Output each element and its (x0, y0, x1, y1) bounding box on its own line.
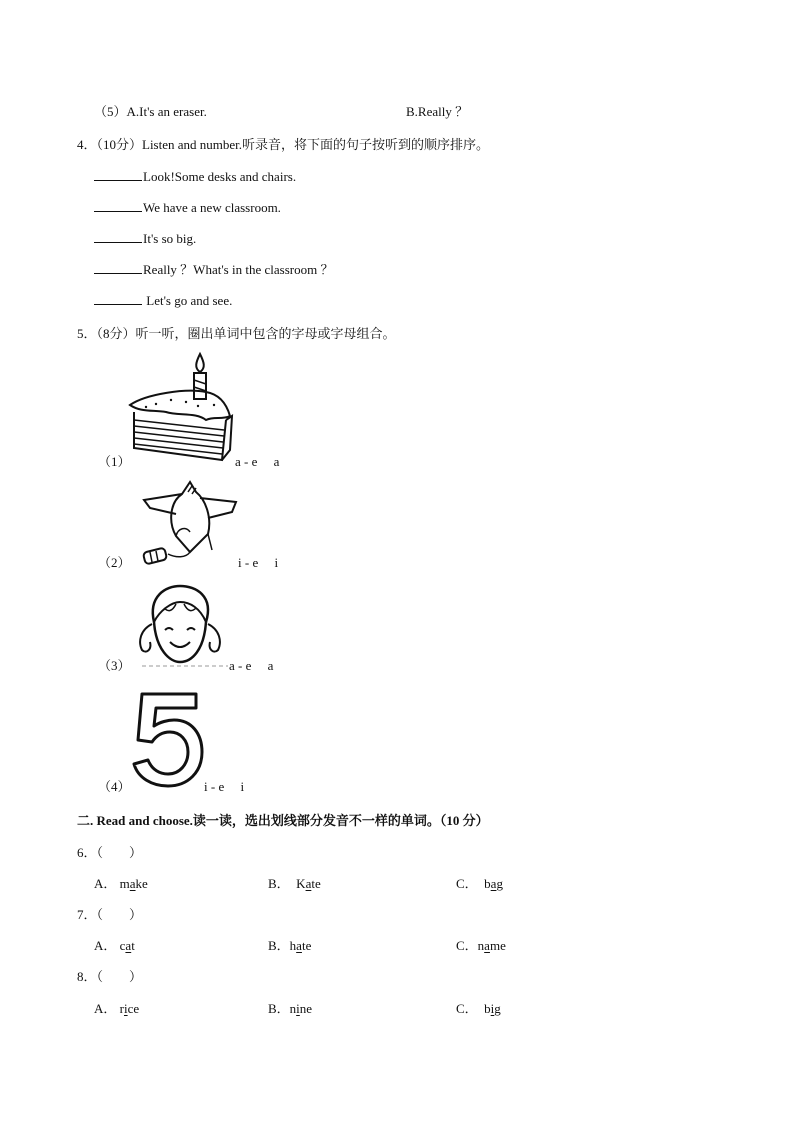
q5-item1-choices[interactable]: a - e a (235, 454, 280, 469)
word-part: K (296, 876, 306, 891)
word-part: h (289, 938, 297, 953)
word-part: ce (127, 1001, 140, 1016)
q5-item2-choices[interactable]: i - e i (238, 555, 279, 570)
option-a: A.It's an eraser. (126, 104, 207, 119)
q7-option-b[interactable] (268, 938, 311, 954)
q6-option-a[interactable] (94, 876, 148, 892)
q6-option-b[interactable] (268, 876, 321, 892)
answer-blank[interactable] (94, 262, 142, 274)
word-part: te (311, 876, 321, 891)
word-part: me (489, 938, 506, 953)
option-label: B． (268, 938, 290, 953)
sentence: Really ？What's in the classroom ？ (143, 262, 334, 277)
underlined-letter: i (490, 1001, 495, 1016)
underlined-letter: a (129, 876, 136, 891)
q5-item4-choices[interactable]: i - e i (204, 779, 245, 794)
underlined-letter: i (123, 1001, 128, 1016)
q7-stem[interactable]: 7．（ ） (77, 907, 143, 922)
section-2-title: 二. Read and choose.读一读，选出划线部分发音不一样的单词。（10 分） (77, 813, 489, 828)
word-part: b (484, 876, 491, 891)
option-label: B． (268, 1001, 290, 1016)
answer-blank[interactable] (94, 293, 142, 305)
word-part: n (289, 1001, 297, 1016)
word-part: ne (299, 1001, 313, 1016)
underlined-letter: a (484, 938, 490, 953)
q4-line-5 (94, 293, 232, 309)
q7-option-c[interactable] (456, 938, 506, 954)
q4-line-1 (94, 169, 296, 185)
sentence: Look!Some desks and chairs. (143, 169, 297, 184)
sentence: It's so big. (143, 231, 197, 246)
underlined-letter: a (296, 938, 302, 953)
face-icon (132, 584, 228, 668)
word-part: ke (135, 876, 148, 891)
item-number: （5） (94, 104, 127, 119)
underlined-letter: a (125, 938, 132, 953)
option-label: A． (94, 938, 117, 953)
five-icon (130, 690, 206, 790)
word-part: b (484, 1001, 491, 1016)
word-part: t (131, 938, 135, 953)
q7-option-a[interactable] (94, 938, 135, 954)
q8-stem[interactable]: 8．（ ） (77, 969, 143, 984)
option-label: B． (268, 876, 290, 891)
option-label: C． (456, 938, 478, 953)
word-part: g (496, 876, 503, 891)
q3-item5-option-b: B.Really ？ (406, 104, 469, 119)
q5-item3-number: （3） (98, 658, 131, 673)
word-part: c (119, 938, 126, 953)
q5-item1-number: （1） (98, 454, 131, 469)
option-label: A． (94, 876, 117, 891)
answer-blank[interactable] (94, 231, 142, 243)
q6-option-c[interactable] (456, 876, 503, 892)
underlined-letter: i (296, 1001, 300, 1016)
q5-item4-number: （4） (98, 779, 131, 794)
underlined-letter: a (305, 876, 312, 891)
q5-item2-number: （2） (98, 555, 131, 570)
sentence: We have a new classroom. (143, 200, 281, 215)
word-part: r (119, 1001, 124, 1016)
word-part: m (119, 876, 130, 891)
q4-line-4 (94, 262, 333, 278)
q8-option-c[interactable] (456, 1001, 501, 1017)
word-part: te (301, 938, 312, 953)
option-label: C． (456, 1001, 478, 1016)
q5-stem: 5．（8分）听一听，圈出单词中包含的字母或字母组合。 (77, 326, 396, 341)
underlined-letter: a (490, 876, 497, 891)
sentence: Let's go and see. (143, 293, 233, 308)
q4-line-3 (94, 231, 196, 247)
kite-icon (136, 478, 242, 570)
answer-blank[interactable] (94, 169, 142, 181)
q3-item5 (94, 104, 207, 120)
word-part: g (494, 1001, 501, 1016)
q4-line-2 (94, 200, 281, 216)
q5-item3-choices[interactable]: a - e a (229, 658, 274, 673)
q8-option-b[interactable] (268, 1001, 312, 1017)
option-label: C． (456, 876, 478, 891)
q4-stem: 4．（10分）Listen and number.听录音，将下面的句子按听到的顺序排序。 (77, 137, 490, 152)
cake-icon (126, 350, 238, 465)
answer-blank[interactable] (94, 200, 142, 212)
q8-option-a[interactable] (94, 1001, 139, 1017)
q6-stem[interactable]: 6．（ ） (77, 845, 143, 860)
word-part: n (477, 938, 485, 953)
option-label: A． (94, 1001, 117, 1016)
